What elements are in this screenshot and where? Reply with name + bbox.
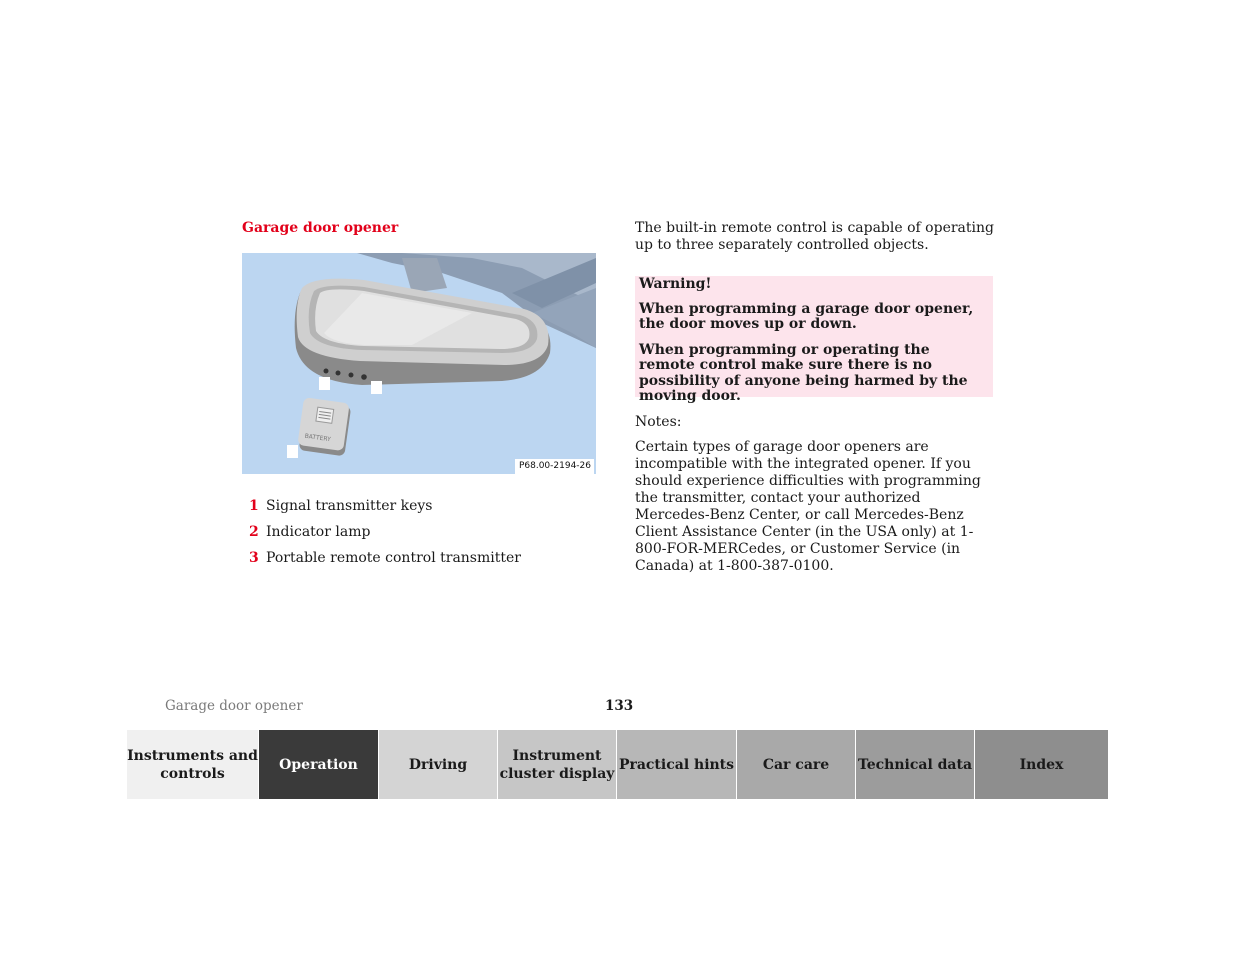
figure-code: P68.00-2194-26	[515, 459, 594, 474]
legend-number: 1	[249, 498, 259, 514]
section-title: Garage door opener	[242, 220, 399, 236]
tab-label: Driving	[408, 756, 468, 773]
warning-text: When programming or operating the remote control make sure there is no possibility of anyone being harmed by the moving door.	[639, 341, 968, 404]
tab-label: Instruments and controls	[127, 747, 258, 782]
tab-label: Practical hints	[618, 756, 735, 773]
callout-1	[319, 377, 330, 390]
notes-paragraph: Certain types of garage door openers are incompatible with the integrated opener. If you should experience difficulties with programming the transmitter, contact your authorized Mercedes-Benz Center, or call Mercedes-Benz Client Assistance Center (in the USA only) at 1-800-FOR-MERCedes, or Customer Service (in Canada) at 1-800-387-0100.	[635, 439, 981, 574]
chapter-tabs	[127, 730, 1108, 799]
tab-car-care[interactable]	[737, 730, 856, 799]
tab-label: Instrument cluster display	[499, 747, 615, 782]
legend-item	[249, 549, 521, 575]
intro-paragraph: The built-in remote control is capable of operating up to three separately controlled objects.	[635, 220, 994, 253]
tab-instrument-cluster-display[interactable]	[498, 730, 617, 799]
tab-label: Index	[1019, 756, 1064, 773]
tab-index[interactable]	[975, 730, 1108, 799]
notes-label: Notes:	[635, 414, 682, 430]
tab-driving[interactable]	[379, 730, 498, 799]
warning-title: Warning!	[639, 276, 712, 292]
mirror-illustration	[242, 253, 596, 474]
rearview-mirror-drawing	[242, 253, 596, 474]
legend-number: 3	[249, 550, 259, 566]
legend-item	[249, 497, 521, 523]
page-number: 133	[605, 698, 634, 714]
tab-label: Technical data	[857, 756, 973, 773]
figure-legend	[249, 497, 521, 575]
callout-3	[287, 445, 298, 458]
warning-box	[635, 276, 993, 404]
warning-text: When programming a garage door opener, the door moves up or down.	[639, 300, 974, 332]
legend-label: Indicator lamp	[266, 524, 371, 540]
footer-section-title: Garage door opener	[165, 698, 303, 714]
tab-instruments-and-controls[interactable]	[127, 730, 259, 799]
legend-label: Portable remote control transmitter	[266, 550, 521, 566]
tab-label: Operation	[279, 756, 358, 773]
battery-label: BATTERY	[304, 432, 332, 444]
tab-label: Car care	[762, 756, 830, 773]
tab-operation[interactable]	[259, 730, 379, 799]
legend-label: Signal transmitter keys	[266, 498, 433, 514]
legend-item	[249, 523, 521, 549]
legend-number: 2	[249, 524, 259, 540]
callout-2	[371, 381, 382, 394]
tab-technical-data[interactable]	[856, 730, 975, 799]
tab-practical-hints[interactable]	[617, 730, 737, 799]
